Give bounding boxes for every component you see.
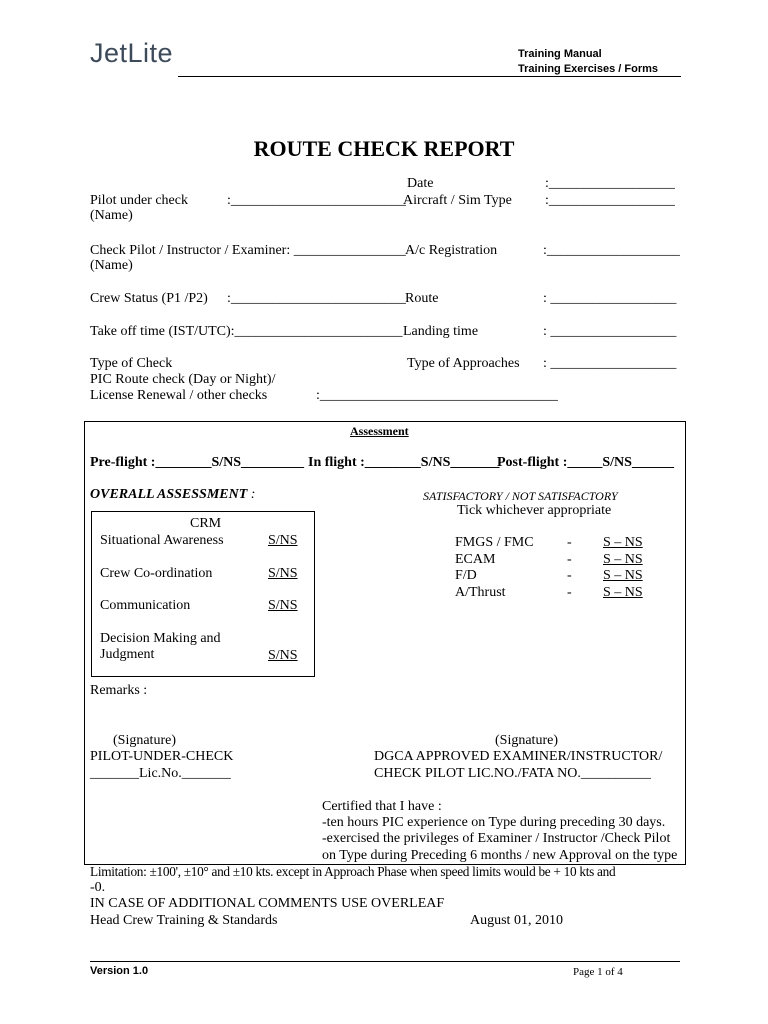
left-lic-field[interactable]: _______Lic.No._______ (90, 766, 231, 781)
overall-label-text: OVERALL ASSESSMENT (90, 487, 248, 502)
route-label: Route (405, 291, 439, 306)
header-rule (178, 76, 681, 77)
system-value[interactable]: S – NS (603, 535, 643, 550)
system-label: ECAM (455, 552, 496, 567)
crm-item-label: Decision Making and (100, 631, 221, 646)
remarks-label: Remarks : (90, 683, 148, 698)
system-dash: - (567, 535, 572, 550)
system-label: FMGS / FMC (455, 535, 534, 550)
license-label: License Renewal / other checks (90, 388, 268, 403)
footer-rule (90, 961, 680, 962)
dept-label: Head Crew Training & Standards (90, 913, 278, 928)
assessment-heading: Assessment (350, 424, 409, 438)
certification-line: -ten hours PIC experience on Type during preceding 30 days. (322, 815, 666, 830)
left-role: PILOT-UNDER-CHECK (90, 749, 234, 764)
date-field[interactable]: :__________________ (545, 176, 675, 191)
approaches-label: Type of Approaches (407, 356, 520, 371)
system-dash: - (567, 585, 572, 600)
crm-item-label: Communication (100, 598, 191, 613)
landing-label: Landing time (403, 324, 479, 339)
system-dash: - (567, 552, 572, 567)
system-value[interactable]: S – NS (603, 585, 643, 600)
preflight-field[interactable]: Pre-flight :________S/NS_________ (90, 455, 305, 470)
satisfactory-options[interactable]: SATISFACTORY / NOT SATISFACTORY (423, 489, 618, 503)
aircraft-label: Aircraft / Sim Type (403, 193, 512, 208)
overall-assessment-label (90, 487, 255, 503)
crm-title: CRM (190, 516, 222, 531)
right-lic-field[interactable]: CHECK PILOT LIC.NO./FATA NO.__________ (374, 766, 651, 781)
ac-reg-label: A/c Registration (405, 243, 498, 258)
type-check-label: Type of Check (90, 356, 173, 371)
crew-status-field[interactable]: :_________________________ (227, 291, 406, 306)
header-section: Training Exercises / Forms (518, 63, 659, 75)
header-manual: Training Manual (518, 48, 602, 60)
limitation-note: Limitation: ±100', ±10° and ±10 kts. except in Approach Phase when speed limits would be + 10 kts and (90, 864, 616, 879)
certification-line: -exercised the privileges of Examiner / Instructor /Check Pilot (322, 831, 671, 846)
version-label: Version 1.0 (90, 965, 149, 977)
limitation-cont: -0. (90, 880, 106, 895)
system-value[interactable]: S – NS (603, 552, 643, 567)
pic-route-label: PIC Route check (Day or Night)/ (90, 372, 276, 387)
pilot-field[interactable]: :_________________________ (227, 193, 406, 208)
issue-date: August 01, 2010 (470, 913, 563, 928)
route-field[interactable]: : __________________ (543, 291, 677, 306)
postflight-field[interactable]: Post-flight :_____S/NS______ (497, 455, 674, 470)
overleaf-note: IN CASE OF ADDITIONAL COMMENTS USE OVERLEAF (90, 896, 445, 911)
crm-item-value[interactable]: S/NS (268, 648, 298, 663)
system-dash: - (567, 568, 572, 583)
check-pilot-name-sub: (Name) (90, 258, 133, 273)
license-field[interactable]: :__________________________________ (316, 388, 558, 403)
crm-judgment-label: Judgment (100, 647, 155, 662)
inflight-field[interactable]: In flight :________S/NS_______ (308, 455, 500, 470)
crm-item-value[interactable]: S/NS (268, 533, 298, 548)
crew-status-label: Crew Status (P1 /P2) (90, 291, 208, 306)
check-pilot-field[interactable]: Check Pilot / Instructor / Examiner: ________________ (90, 243, 406, 258)
tick-note: Tick whichever appropriate (457, 503, 612, 518)
page-title: ROUTE CHECK REPORT (253, 136, 515, 161)
takeoff-field[interactable]: Take off time (IST/UTC):________________________ (90, 324, 403, 339)
system-label: A/Thrust (455, 585, 506, 600)
overall-colon: : (250, 487, 256, 502)
pilot-name-sub: (Name) (90, 208, 133, 223)
crm-item-label: Crew Co-ordination (100, 566, 213, 581)
crm-item-value[interactable]: S/NS (268, 598, 298, 613)
crm-item-value[interactable]: S/NS (268, 566, 298, 581)
certification-line: on Type during Preceding 6 months / new Approval on the type (322, 848, 678, 863)
ac-reg-field[interactable]: :___________________ (543, 243, 680, 258)
left-signature-label: (Signature) (113, 733, 176, 748)
system-label: F/D (455, 568, 477, 583)
system-value[interactable]: S – NS (603, 568, 643, 583)
pilot-label: Pilot under check (90, 193, 188, 208)
jetlite-logo: JetLite (90, 38, 174, 68)
right-role: DGCA APPROVED EXAMINER/INSTRUCTOR/ (374, 749, 663, 764)
landing-field[interactable]: : __________________ (543, 324, 677, 339)
crm-item-label: Situational Awareness (100, 533, 224, 548)
certification-line: Certified that I have : (322, 799, 442, 814)
approaches-field[interactable]: : __________________ (543, 356, 677, 371)
page-number: Page 1 of 4 (573, 966, 623, 978)
aircraft-field[interactable]: :__________________ (545, 193, 675, 208)
right-signature-label: (Signature) (495, 733, 558, 748)
date-label: Date (407, 176, 434, 191)
